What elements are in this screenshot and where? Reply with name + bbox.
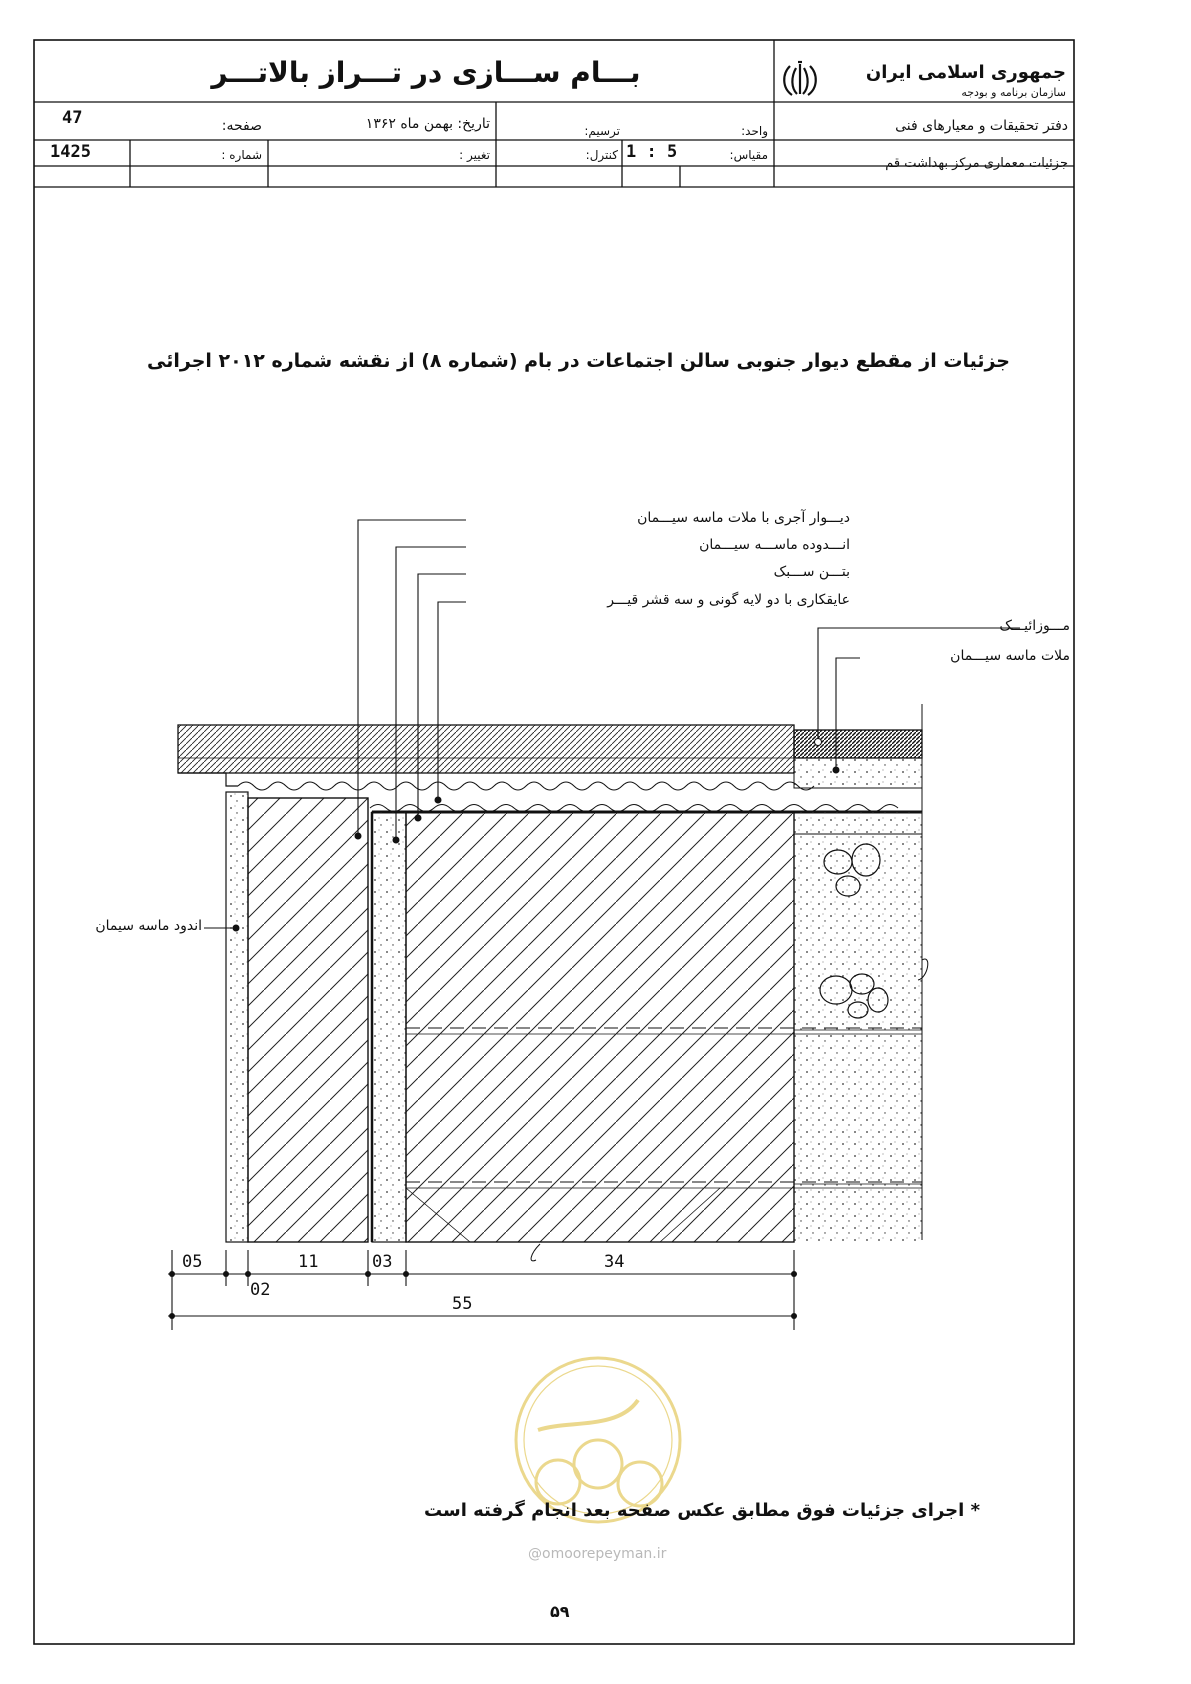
- page-label: صفحه:: [221, 118, 262, 134]
- concrete-block: [406, 812, 794, 1242]
- inner-plaster: [372, 812, 406, 1242]
- number-label: شماره :: [221, 148, 262, 162]
- outer-plaster: [226, 792, 248, 1242]
- label-outer-plaster: اندود ماسه سیمان: [95, 918, 202, 934]
- label-waterproofing: عایقکاری با دو لایه گونی و سه قشر قیـــر: [607, 592, 850, 608]
- dim-02: 02: [250, 1280, 271, 1300]
- watermark-seal-icon: [516, 1358, 680, 1522]
- label-plaster: انـــدوده ماســـه سیـــمان: [699, 537, 850, 553]
- label-mosaic: مـــوزائیـــک: [999, 618, 1070, 634]
- subject-name: جزئیات معماری مرکز بهداشت قم: [885, 156, 1068, 171]
- scale-label: مقیاس:: [729, 148, 768, 162]
- iran-emblem-icon: [784, 62, 816, 95]
- roof-slab: [178, 725, 794, 773]
- dim-03: 03: [372, 1252, 393, 1272]
- dim-total-55: 55: [452, 1294, 473, 1314]
- page-number: ۵۹: [550, 1602, 570, 1621]
- dim-11: 11: [298, 1252, 319, 1272]
- date-label: تاریخ: بهمن ماه ۱۳۶۲: [365, 116, 490, 132]
- drawing-title: جزئیات از مقطع دیوار جنوبی سالن اجتماعات در بام (شماره ۸) از نقشه شماره ۲۰۱۲ اجرائی: [147, 350, 1010, 372]
- project-title: بـــام ســـازی در تـــراز بالاتـــر: [211, 56, 641, 89]
- label-mortar: ملات ماسه سیـــمان: [950, 648, 1070, 664]
- label-brick-wall: دیـــوار آجری با ملات ماسه سیـــمان: [637, 510, 850, 526]
- org-subname: سازمان برنامه و بودجه: [961, 86, 1066, 99]
- number-value: 1425: [50, 142, 91, 162]
- page-value: 47: [62, 108, 83, 128]
- waterproofing-layer: [238, 782, 814, 790]
- section-detail: [168, 520, 1020, 1330]
- org-name: جمهوری اسلامی ایران: [865, 62, 1066, 83]
- dim-34: 34: [604, 1252, 625, 1272]
- unit-label: واحد:: [741, 124, 768, 138]
- footer-note: * اجرای جزئیات فوق مطابق عکس صفحه بعد انجام گرفته است: [423, 1500, 980, 1521]
- checked-label: کنترل:: [585, 148, 618, 162]
- brick-wall: [248, 798, 368, 1242]
- dim-05: 05: [182, 1252, 203, 1272]
- scale-value: 1 : 5: [626, 142, 678, 162]
- watermark-text: @omoorepeyman.ir: [528, 1546, 667, 1562]
- revision-label: تغییر :: [459, 148, 490, 162]
- mosaic-tile: [794, 730, 922, 758]
- drawn-label: ترسیم:: [584, 124, 620, 138]
- lightweight-concrete: [794, 812, 922, 1242]
- office-name: دفتر تحقیقات و معیارهای فنی: [895, 118, 1068, 134]
- label-light-concrete: بتـــن ســـبک: [773, 564, 850, 580]
